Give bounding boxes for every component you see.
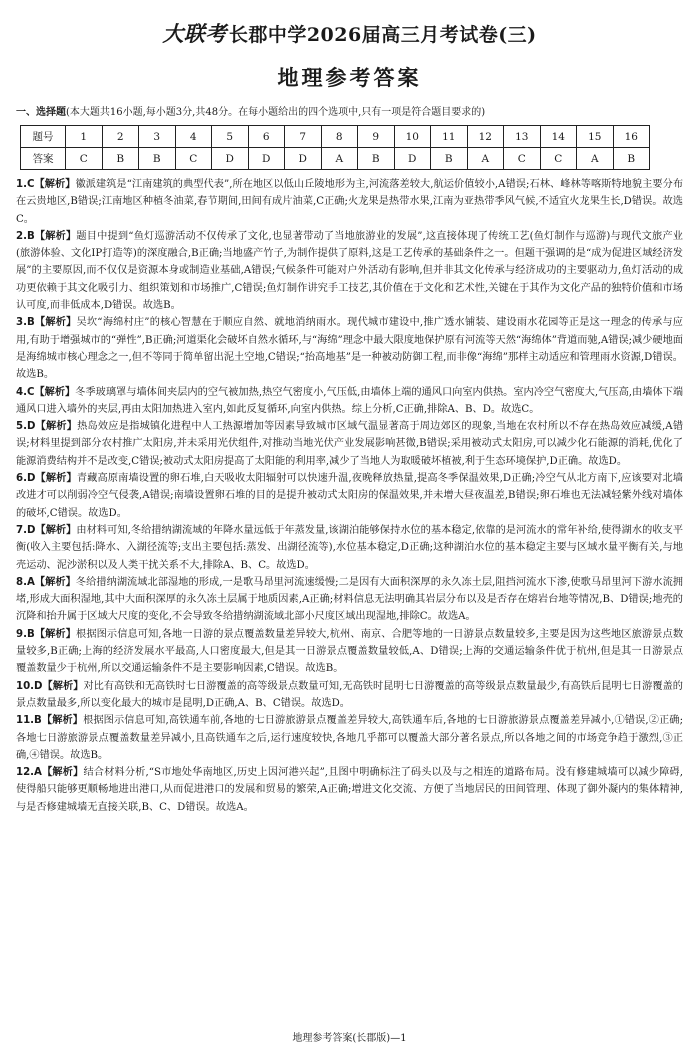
question-number: 11 (431, 126, 468, 148)
answer-cell: C (66, 148, 103, 170)
question-number: 13 (504, 126, 541, 148)
item-number: 11.B (16, 715, 42, 727)
explanation-item (16, 470, 683, 522)
item-text: 结合材料分析,“S市地处华南地区,历史上因河港兴起”,且图中明确标注了码头以及与之相连的道路布局。没有修建城墙可以减少障碍,使得船只能够更顺畅地进出港口,从而促进港口的发展和贸易的繁荣,A正确;增进文化交流、方便了当地居民的田间管理、体现了御外凝内的集体精神,与是否修建城墙无直接关联,B、C、D错误。故选A。 (16, 767, 684, 813)
analysis-tag: 【解析】 (34, 179, 76, 190)
analysis-tag: 【解析】 (34, 386, 76, 398)
question-number: 7 (285, 126, 322, 148)
item-text: 冬给措纳湖流域北部湿地的形成,一是歌马昂里河流速缓慢;二是因有大面积深厚的永久冻土层,阻挡河流水下渗,使歌马昂里河下游水流拥堵,形成大面积湿地,其中大面积深厚的永久冻土层属于地质因素,A正确;材料信息无法明确其岩层分布以及是否存在熔岩台地等情况,B、D错误;地壳的沉降和抬升属于区域大尺度的变化,不会导致冬给措纳湖流域北部小尺度区域出现湿地,排除C。故选A。 (16, 576, 683, 623)
analysis-tag: 【解析】 (35, 421, 78, 433)
page-footer: 地理参考答案(长郡版)—1 (292, 1033, 407, 1044)
item-text: 冬季玻璃罩与墙体间夹层内的空气被加热,热空气密度小,气压低,由墙体上端的通风口向室内供热。室内冷空气密度大,气压高,由墙体下端通风口进入墙外的夹层,再由太阳加热进入室内,如此反复循环,向室内供热。综上分析,C正确,排除A、B、D。故选C。 (16, 386, 684, 415)
row-label-answer: 答案 (21, 148, 66, 170)
answer-cell: C (540, 148, 577, 170)
answer-cell: D (248, 148, 285, 170)
item-number: 12.A (16, 767, 42, 779)
question-number: 6 (248, 126, 285, 148)
answer-row (21, 148, 650, 170)
explanation-item (16, 574, 683, 626)
item-number: 7.D (16, 524, 36, 536)
item-text: 根据图示信息可知,各地一日游的景点覆盖数量差异较大,杭州、南京、合肥等地的一日游景点数量较多,主要是因为这些地区旅游景点数量较多,B正确;上海的经济发展水平最高,人口密度最大,但是其一日游景点覆盖数量较低,A、D错误;上海的交通运输条件优于杭州,但是其一日游景点覆盖数量少于杭州,所以交通运输条件不是主要影响因素,C错误。故选B。 (16, 628, 684, 675)
exam-header (16, 0, 683, 48)
answer-cell: B (613, 148, 650, 170)
explanation-item (16, 314, 683, 383)
analysis-tag: 【解析】 (35, 524, 77, 536)
item-number: 8.A (16, 576, 35, 588)
analysis-tag: 【解析】 (41, 715, 84, 727)
item-number: 5.D (16, 421, 36, 433)
answer-table (20, 125, 650, 170)
question-number: 1 (66, 126, 103, 148)
answer-cell: B (358, 148, 395, 170)
analysis-tag: 【解析】 (35, 473, 77, 485)
explanation-item (16, 176, 683, 228)
explanations-list (16, 176, 683, 816)
section-description: (本大题共16小题,每小题3分,共48分。在每小题给出的四个选项中,只有一项是符合题目要求的) (66, 107, 486, 118)
brand-logo-text: 大联考 (162, 21, 227, 46)
explanation-item (16, 418, 683, 470)
answer-cell: C (504, 148, 541, 170)
item-text: 吴坎“海绵村庄”的核心智慧在于顺应自然、就地消纳雨水。现代城市建设中,推广透水铺装、建设雨水花园等正是这一理念的传承与应用,有助于增强城市的“弹性”,B正确;河道渠化会破坏自然水循环,与“海绵”理念中最大限度地保护原有河流等天然“海绵体”背道而驰,A错误;减少硬地面是海绵城市核心理念之一,但不等同于简单留出泥土空地,C错误;“抬高地基”是一种被动防御工程,而非像“海绵”那样主动适应和管理雨水资源,D错误。故选B。 (16, 317, 683, 381)
item-text: 徽派建筑是“江南建筑的典型代表”,所在地区以低山丘陵地形为主,河流落差较大,航运价值较小,A错误;石林、峰林等喀斯特地貌主要分布在云贵地区,B错误;江南地区种植冬油菜,春节期间,田间有成片油菜,C正确;火龙果是热带水果,江南为亚热带季风气候,不适宜火龙果生长,D错误。故选C。 (16, 179, 684, 225)
question-number: 5 (212, 126, 249, 148)
item-text: 青藏高原南墙设置的卵石堆,白天吸收太阳辐射可以快速升温,夜晚释放热量,提高冬季保温效果,D正确;冷空气从北方南下,应该要对北墙改进才可以削弱冷空气侵袭,A错误;南墙设置卵石堆的目的是提升被动式太阳房的保温效果,并未增大昼夜温差,B错误;卵石堆也无法减轻紫外线对墙体的破坏,C错误。故选D。 (16, 473, 683, 519)
explanation-item (16, 228, 683, 314)
answer-cell: A (321, 148, 358, 170)
question-number-row (21, 126, 650, 148)
question-number: 9 (358, 126, 395, 148)
answer-cell: D (394, 148, 431, 170)
analysis-tag: 【解析】 (41, 767, 84, 779)
item-number: 10.D (16, 680, 43, 692)
answer-cell: A (577, 148, 614, 170)
exam-title: 长郡中学2026届高三月考试卷(三) (228, 24, 537, 46)
question-number: 3 (139, 126, 176, 148)
item-number: 1.C (16, 179, 35, 190)
item-text: 题目中提到“鱼灯巡游活动不仅传承了文化,也显著带动了当地旅游业的发展”,这直接体现了传统工艺(鱼灯制作与巡游)与现代文旅产业(旅游体验、文化IP打造等)的深度融合,B正确;当地盛产竹子,为制作提供了原料,这是工艺传承的基础条件之一。但题干强调的是“成为促进区域经济发展”的主要原因,而不仅仅是资源本身或制造业基础,A错误;气候条件可能对户外活动有影响,但并非其文化传承与经济成功的主要驱动力,鱼灯活动的成功更依赖于其文化吸引力、组织策划和市场推广,C错误;鱼灯制作讲究手工技艺,其价值在于文化和艺术性,关键在于其作为文化产品的独特价值和市场认可度,而非低成本,D错误。故选B。 (16, 230, 683, 312)
explanation-item (16, 712, 683, 764)
answer-cell: A (467, 148, 504, 170)
answer-cell: B (139, 148, 176, 170)
explanation-item (16, 678, 683, 713)
analysis-tag: 【解析】 (34, 317, 77, 329)
answer-cell: B (102, 148, 139, 170)
explanation-item (16, 626, 683, 678)
analysis-tag: 【解析】 (34, 230, 77, 242)
item-text: 由材料可知,冬给措纳湖流域的年降水量远低于年蒸发量,该湖泊能够保持水位的基本稳定,依靠的是河流水的常年补给,使得湖水的收支平衡(收入主要包括:降水、入湖径流等;支出主要包括:蒸发、出湖径流等),水位基本稳定,D正确;这种湖泊水位的基本稳定主要与区域水量平衡有关,与地壳运动、泥沙淤积以及人类干扰关系不大,排除A、B、C。故选D。 (16, 524, 684, 571)
explanation-item (16, 764, 683, 816)
question-number: 16 (613, 126, 650, 148)
question-number: 14 (540, 126, 577, 148)
document-title: 地理参考答案 (277, 66, 422, 90)
question-number: 8 (321, 126, 358, 148)
analysis-tag: 【解析】 (34, 576, 76, 588)
item-text: 对比有高铁和无高铁时七日游覆盖的高等级景点数量可知,无高铁时昆明七日游覆盖的高等级景点数量最少,有高铁后昆明七日游覆盖的景点数量最多,所以变化最大的城市是昆明,D正确,A、B、C错误。故选D。 (16, 680, 683, 709)
item-number: 3.B (16, 317, 35, 329)
answer-cell: D (285, 148, 322, 170)
answer-cell: B (431, 148, 468, 170)
item-number: 6.D (16, 473, 36, 485)
explanation-item (16, 522, 683, 574)
section-heading (16, 106, 683, 120)
analysis-tag: 【解析】 (34, 628, 77, 640)
question-number: 15 (577, 126, 614, 148)
item-text: 热岛效应是指城镇化进程中人工热源增加等因素导致城市区域气温显著高于周边郊区的现象,当地在农村所以不存在热岛效应减缓,A错误;材料里提到部分农村推广太阳房,并未采用光伏组件,对推动当地光伏产业发展影响甚微,B错误;采用被动式太阳房,可以减少化石能源的消耗,优化了能源消费结构并不是改变,C错误;被动式太阳房提高了太阳能的利用率,减少了当地人为取暖破坏植被,利于生态环境保护,D正确。故选D。 (16, 421, 684, 467)
section-label: 一、选择题 (16, 107, 66, 118)
analysis-tag: 【解析】 (42, 680, 84, 692)
answer-cell: C (175, 148, 212, 170)
question-number: 10 (394, 126, 431, 148)
item-number: 4.C (16, 386, 35, 398)
item-number: 2.B (16, 230, 35, 242)
question-number: 2 (102, 126, 139, 148)
explanation-item (16, 384, 683, 419)
item-text: 根据图示信息可知,高铁通车前,各地的七日游旅游景点覆盖差异较大,高铁通车后,各地的七日游旅游景点覆盖差异减小,①错误,②正确;各地七日游旅游景点覆盖数量差异减小,且高铁通车之后,运行速度较快,各地几乎都可以覆盖大部分著名景点,所以各地之间的市场竞争趋于激烈,③正确,④错误。故选B。 (16, 715, 683, 761)
question-number: 4 (175, 126, 212, 148)
row-label-question: 题号 (21, 126, 66, 148)
question-number: 12 (467, 126, 504, 148)
answer-cell: D (212, 148, 249, 170)
item-number: 9.B (16, 628, 35, 640)
